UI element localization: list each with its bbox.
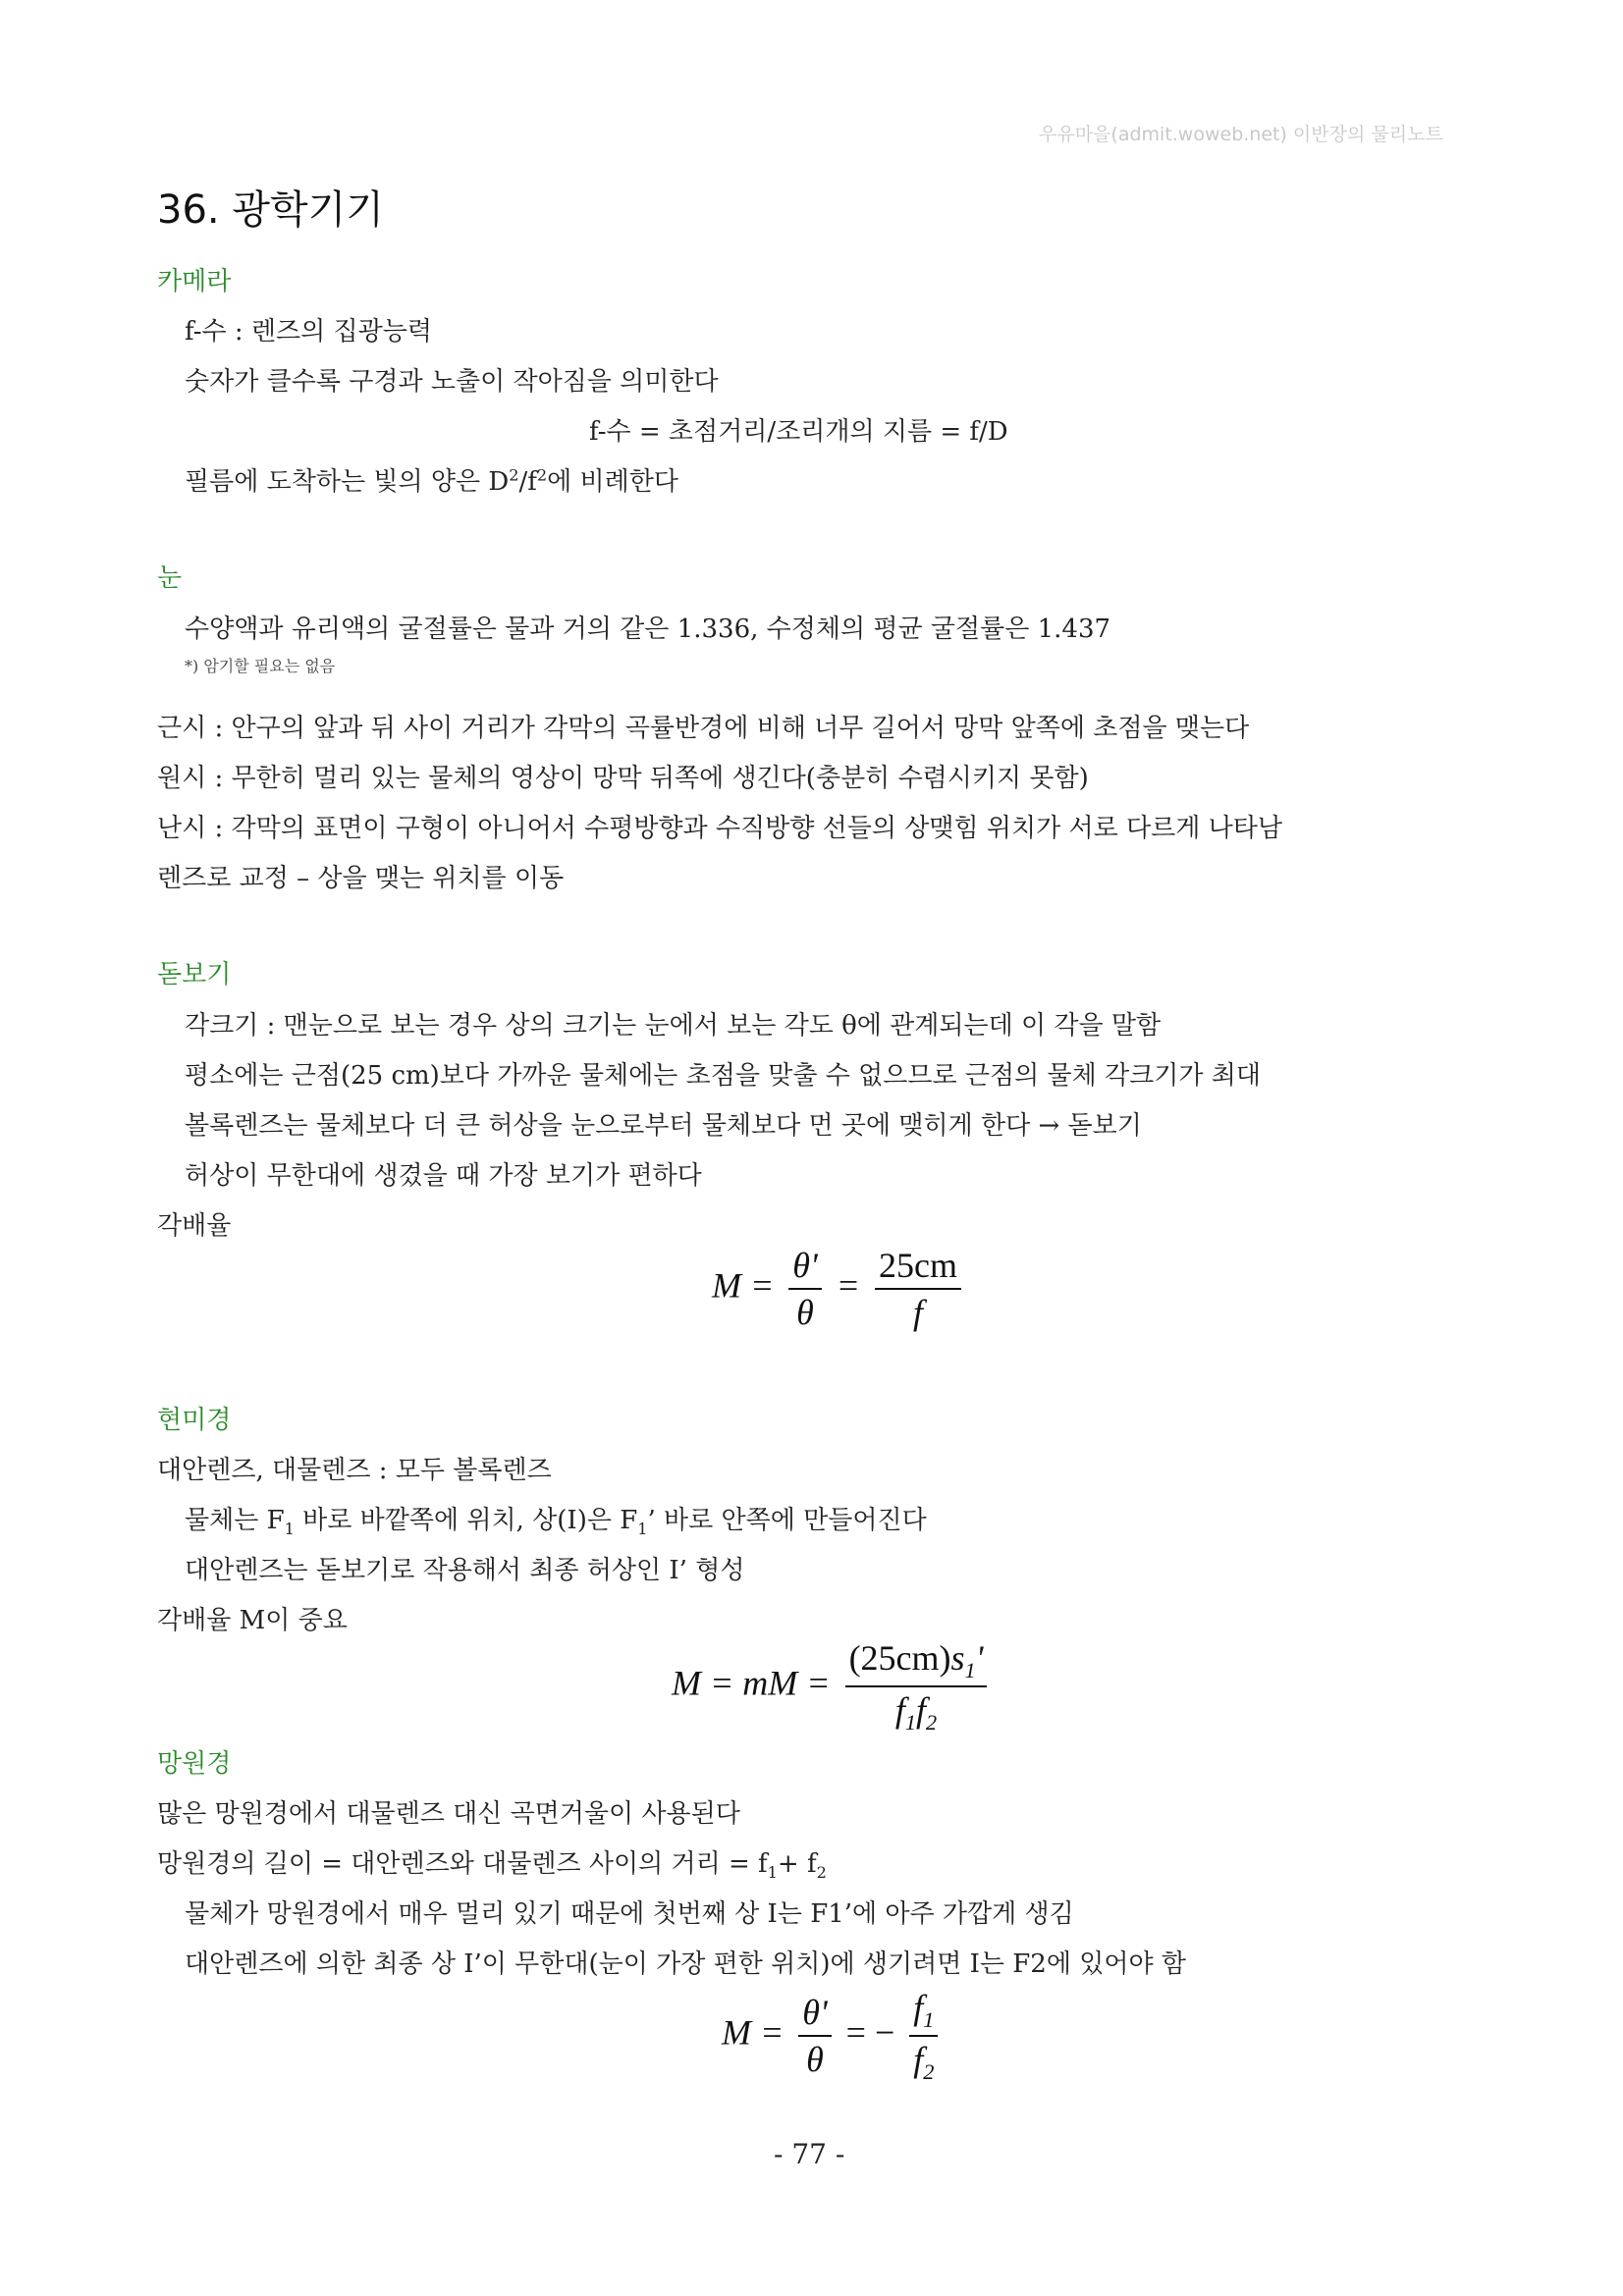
section-heading-telescope: 망원경 [157, 1749, 232, 1779]
telescope-line-4: 대안렌즈에 의한 최종 상 I’이 무한대(눈이 가장 편한 위치)에 생기려면 I는 F2에 있어야 함 [185, 1949, 1186, 1979]
section-heading-microscope: 현미경 [157, 1406, 232, 1435]
section-heading-magnifier: 돋보기 [157, 960, 232, 989]
angular-magnification-equation: M = $\frac{\theta'}{\theta}$ = $\frac{25cm}{f}$ [712, 1245, 967, 1333]
eye-line-astigmatism: 난시 : 각막의 표면이 구형이 아니어서 수평방향과 수직방향 선들의 상맺힘 위치가 서로 다르게 나타남 [157, 814, 1282, 843]
microscope-line-2: 물체는 $F_1$ 바로 바깥쪽에 위치, 상(I)은 $F_1$’ 바로 안쪽에 만들어진다 [185, 1506, 927, 1539]
microscope-line-3: 대안렌즈는 돋보기로 작용해서 최종 허상인 I’ 형성 [185, 1556, 745, 1585]
section-heading-camera: 카메라 [157, 267, 232, 296]
telescope-line-3: 물체가 망원경에서 매우 멀리 있기 때문에 첫번째 상 I는 F1’에 아주 가깝게 생김 [185, 1899, 1074, 1929]
magnifier-line-3: 볼록렌즈는 물체보다 더 큰 허상을 눈으로부터 물체보다 먼 곳에 맺히게 한다 → 돋보기 [185, 1111, 1142, 1141]
eye-line-myopia: 근시 : 안구의 앞과 뒤 사이 거리가 각막의 곡률반경에 비해 너무 길어서 망막 앞쪽에 초점을 맺는다 [157, 714, 1250, 743]
magnifier-line-5: 각배율 [157, 1211, 232, 1241]
microscope-line-1: 대안렌즈, 대물렌즈 : 모두 볼록렌즈 [157, 1456, 552, 1485]
page-number: - 77 - [774, 2138, 845, 2170]
page-title: 36. 광학기기 [157, 187, 384, 233]
magnifier-line-4: 허상이 무한대에 생겼을 때 가장 보기가 편하다 [185, 1161, 702, 1191]
eye-note: *) 암기할 필요는 없음 [185, 657, 336, 675]
eye-line-hyperopia: 원시 : 무한히 멀리 있는 물체의 영상이 망막 뒤쪽에 생긴다(충분히 수렴시키지 못함) [157, 764, 1089, 793]
eye-line-1: 수양액과 유리액의 굴절률은 물과 거의 같은 1.336, 수정체의 평균 굴절률은 1.437 [185, 614, 1111, 644]
magnifier-line-1: 각크기 : 맨눈으로 보는 경우 상의 크기는 눈에서 보는 각도 θ에 관계되는데 이 각을 말함 [185, 1011, 1162, 1041]
telescope-line-2: 망원경의 길이 = 대안렌즈와 대물렌즈 사이의 거리 = $f_1+ f_2$ [157, 1849, 827, 1883]
page-header: 우유마을(admit.woweb.net) 이반장의 물리노트 [1039, 124, 1443, 145]
microscope-magnification-equation: M = mM = $\frac{(25cm)s_1'}{f_1f_2}$ [672, 1637, 993, 1735]
camera-formula: f-수 = 초점거리/조리개의 지름 = f/D [589, 417, 1008, 447]
magnifier-line-2: 평소에는 근점(25 cm)보다 가까운 물체에는 초점을 맞출 수 없으므로 근점의 물체 각크기가 최대 [185, 1061, 1261, 1091]
eye-line-correction: 렌즈로 교정 – 상을 맺는 위치를 이동 [157, 864, 565, 893]
telescope-magnification-equation: M = $\frac{\theta'}{\theta}$ = − $\frac{f_1}{f_2}$ [722, 1987, 944, 2085]
microscope-line-4: 각배율 M이 중요 [157, 1606, 348, 1635]
camera-line-2: 숫자가 클수록 구경과 노출이 작아짐을 의미한다 [185, 367, 719, 397]
camera-line-3: 필름에 도착하는 빛의 양은 $D^2/f^2$에 비례한다 [185, 465, 678, 497]
telescope-line-1: 많은 망원경에서 대물렌즈 대신 곡면거울이 사용된다 [157, 1799, 740, 1829]
section-heading-eye: 눈 [157, 563, 183, 593]
camera-line-1: f-수 : 렌즈의 집광능력 [185, 317, 432, 347]
